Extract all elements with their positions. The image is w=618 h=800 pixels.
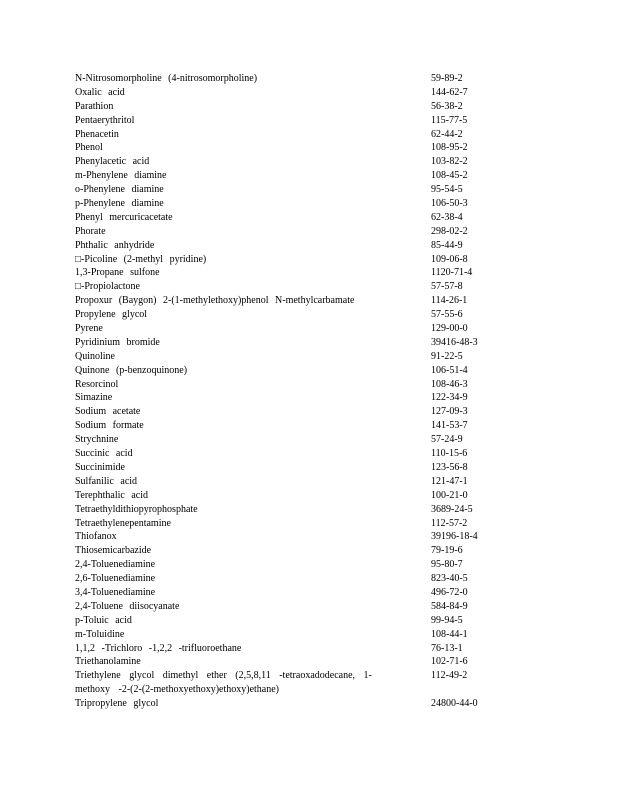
list-item <box>75 517 495 531</box>
chemical-name: m-Phenylene diamine <box>75 170 167 182</box>
chemical-name: Succinic acid <box>75 448 133 460</box>
cas-number: 109-06-8 <box>431 253 468 265</box>
cas-number: 115-77-5 <box>431 114 468 126</box>
chemical-name: N-Nitrosomorpholine (4-nitrosomorpholine) <box>75 73 258 84</box>
chemical-name: Resorcinol <box>75 378 119 390</box>
cas-number: 62-38-4 <box>431 211 463 223</box>
list-item <box>75 211 495 225</box>
chemical-name: Quinone (p-benzoquinone) <box>75 364 188 376</box>
cas-number: 112-57-2 <box>431 517 468 529</box>
cas-number: 144-62-7 <box>431 86 468 98</box>
chemical-name: Triethanolamine <box>75 656 141 668</box>
chemical-name: Terephthalic acid <box>75 489 148 501</box>
list-item <box>75 294 495 308</box>
cas-number: 823-40-5 <box>431 573 468 585</box>
cas-number: 121-47-1 <box>431 475 468 487</box>
chemical-name: Phenol <box>75 142 103 154</box>
cas-number: 76-13-1 <box>431 642 463 654</box>
cas-number: 114-26-1 <box>431 295 468 307</box>
list-item <box>75 447 495 461</box>
list-item <box>75 530 495 544</box>
list-item <box>75 183 495 197</box>
chemical-name: 1,1,2 -Trichloro -1,2,2 -trifluoroethane <box>75 642 242 654</box>
cas-number: 3689-24-5 <box>431 503 473 515</box>
cas-number: 298-02-2 <box>431 225 468 237</box>
list-item <box>75 239 495 253</box>
list-item <box>75 128 495 142</box>
chemical-name: p-Phenylene diamine <box>75 198 164 210</box>
cas-number: 123-56-8 <box>431 461 468 473</box>
chemical-list <box>75 72 495 711</box>
list-item <box>75 642 495 656</box>
cas-number: 108-46-3 <box>431 378 468 390</box>
chemical-name: 3,4-Toluenediamine <box>75 586 156 598</box>
cas-number: 122-34-9 <box>431 392 468 404</box>
list-item <box>75 308 495 322</box>
cas-number: 129-00-0 <box>431 323 468 335</box>
cas-number: 24800-44-0 <box>431 698 478 710</box>
chemical-name: Parathion <box>75 100 114 112</box>
chemical-name: Tetraethyldithiopyrophosphate <box>75 503 198 515</box>
chemical-name: 2,4-Toluene diisocyanate <box>75 600 180 612</box>
chemical-name: Tripropylene glycol <box>75 698 159 710</box>
cas-number: 100-21-0 <box>431 489 468 501</box>
cas-number: 108-45-2 <box>431 170 468 182</box>
cas-number: 57-57-8 <box>431 281 463 293</box>
list-item <box>75 628 495 642</box>
chemical-name: p-Toluic acid <box>75 614 132 626</box>
cas-number: 57-55-6 <box>431 309 463 321</box>
chemical-name: 2,4-Toluenediamine <box>75 559 156 571</box>
cas-number: 110-15-6 <box>431 448 468 460</box>
chemical-name: □-Propiolactone <box>75 281 140 293</box>
chemical-name: □-Picoline (2-methyl pyridine) <box>75 253 207 265</box>
cas-number: 496-72-0 <box>431 586 468 598</box>
cas-number: 62-44-2 <box>431 128 463 140</box>
chemical-name: Phenylacetic acid <box>75 156 150 168</box>
list-item <box>75 475 495 489</box>
cas-number: 127-09-3 <box>431 406 468 418</box>
list-item <box>75 364 495 378</box>
list-item <box>75 86 495 100</box>
cas-number: 1120-71-4 <box>431 267 473 279</box>
cas-number: 108-44-1 <box>431 628 468 640</box>
cas-number: 85-44-9 <box>431 239 463 251</box>
list-item <box>75 586 495 600</box>
chemical-name: Strychnine <box>75 434 119 446</box>
chemical-name: Triethylene glycol dimethyl ether (2,5,8,11 -tetraoxadodecane, 1-methoxy -2-(2-(2-methoxyethoxy)ethoxy)ethane) <box>75 670 372 696</box>
cas-number: 56-38-2 <box>431 100 463 112</box>
cas-number: 59-89-2 <box>431 73 463 84</box>
list-item <box>75 155 495 169</box>
list-item <box>75 280 495 294</box>
cas-number: 99-94-5 <box>431 614 463 626</box>
list-item <box>75 114 495 128</box>
chemical-name: Pyridinium bromide <box>75 336 160 348</box>
cas-number: 102-71-6 <box>431 656 468 668</box>
list-item <box>75 378 495 392</box>
list-item <box>75 697 495 711</box>
list-item <box>75 225 495 239</box>
cas-number: 95-80-7 <box>431 559 463 571</box>
chemical-name: Pyrene <box>75 323 103 335</box>
chemical-name: Quinoline <box>75 350 115 362</box>
list-item <box>75 141 495 155</box>
list-item <box>75 169 495 183</box>
list-item <box>75 350 495 364</box>
cas-number: 108-95-2 <box>431 142 468 154</box>
list-item <box>75 253 495 267</box>
cas-number: 584-84-9 <box>431 600 468 612</box>
chemical-name: Sulfanilic acid <box>75 475 138 487</box>
cas-number: 39196-18-4 <box>431 531 478 543</box>
chemical-name: Tetraethylenepentamine <box>75 517 171 529</box>
list-item <box>75 391 495 405</box>
chemical-name: Simazine <box>75 392 113 404</box>
list-item <box>75 461 495 475</box>
chemical-name: Propylene glycol <box>75 309 148 321</box>
list-item <box>75 322 495 336</box>
cas-number: 39416-48-3 <box>431 336 478 348</box>
list-item <box>75 419 495 433</box>
chemical-name: Phenyl mercuricacetate <box>75 211 173 223</box>
list-item <box>75 100 495 114</box>
cas-number: 106-51-4 <box>431 364 468 376</box>
list-item <box>75 503 495 517</box>
chemical-name: Thiosemicarbazide <box>75 545 152 557</box>
cas-number: 106-50-3 <box>431 198 468 210</box>
chemical-name: Thiofanox <box>75 531 117 543</box>
chemical-name: Propoxur (Baygon) 2-(1-methylethoxy)phenol N-methylcarbamate <box>75 295 355 307</box>
cas-number: 91-22-5 <box>431 350 463 362</box>
chemical-name: m-Toluidine <box>75 628 125 640</box>
list-item <box>75 558 495 572</box>
chemical-name: Succinimide <box>75 461 125 473</box>
list-item <box>75 433 495 447</box>
list-item <box>75 72 495 86</box>
cas-number: 57-24-9 <box>431 434 463 446</box>
list-item <box>75 544 495 558</box>
chemical-name: Phenacetin <box>75 128 119 140</box>
cas-number: 112-49-2 <box>431 670 468 682</box>
chemical-name: Pentaerythritol <box>75 114 135 126</box>
chemical-name: Sodium formate <box>75 420 144 432</box>
chemical-name: 2,6-Toluenediamine <box>75 573 156 585</box>
cas-number: 103-82-2 <box>431 156 468 168</box>
chemical-name: Sodium acetate <box>75 406 141 418</box>
list-item <box>75 572 495 586</box>
chemical-name: Oxalic acid <box>75 86 125 98</box>
chemical-name: o-Phenylene diamine <box>75 184 164 196</box>
list-item <box>75 655 495 669</box>
chemical-name: Phorate <box>75 225 106 237</box>
chemical-name: 1,3-Propane sulfone <box>75 267 160 279</box>
list-item <box>75 489 495 503</box>
list-item <box>75 405 495 419</box>
list-item <box>75 197 495 211</box>
cas-number: 79-19-6 <box>431 545 463 557</box>
list-item <box>75 336 495 350</box>
cas-number: 95-54-5 <box>431 184 463 196</box>
list-item <box>75 600 495 614</box>
chemical-name: Phthalic anhydride <box>75 239 155 251</box>
cas-number: 141-53-7 <box>431 420 468 432</box>
list-item <box>75 669 495 697</box>
list-item <box>75 266 495 280</box>
list-item <box>75 614 495 628</box>
